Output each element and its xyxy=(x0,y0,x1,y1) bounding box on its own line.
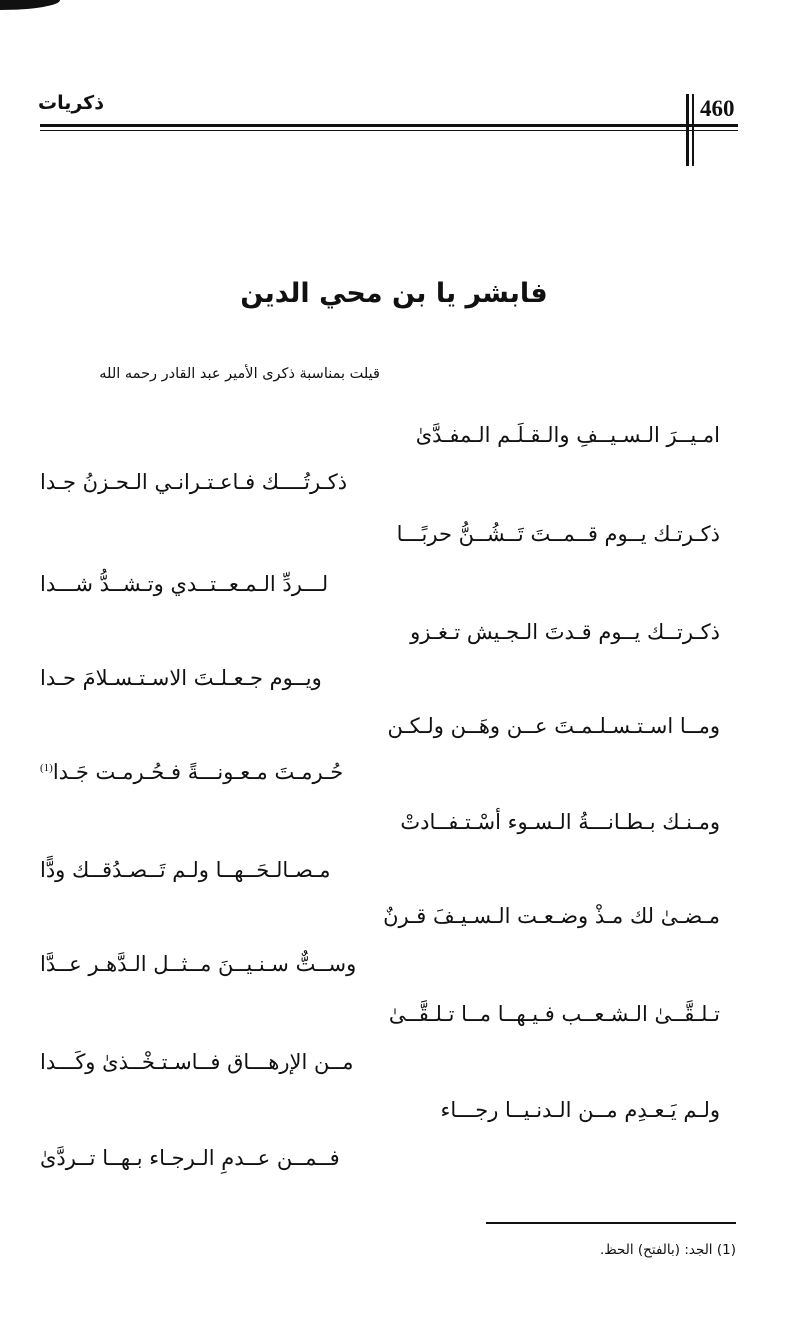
verse-line: مـصـالـحَــهــا ولـم تَــصـدُقــك ودًّا xyxy=(40,858,331,882)
header-vertical-bar-thin xyxy=(692,94,694,166)
verse-line: امـيــرَ الـسـيــفِ والـقـلَـم الـمفـدَّىٰ xyxy=(415,423,720,447)
verse-line: ذكـرتـك يــوم قــمــتَ تَــشُــنُّ حربًـــا xyxy=(396,522,720,546)
verse-line: حُـرمـتَ مـعـونـــةً فـحُـرمـت جَـدا$^{(1)}$ xyxy=(40,760,344,784)
header-rule-thin xyxy=(40,130,738,131)
footnote-rule xyxy=(486,1222,736,1224)
verse-line: لـــردِّ الـمـعــتــدي وتـشــدُّ شـــدا xyxy=(40,572,329,596)
verse-line: ومــا اسـتـسـلـمـتَ عــن وهَــن ولـكـن xyxy=(387,714,720,738)
verse-line: مـضـىٰ لك مـذْ وضـعـت الـسـيـفَ قـرنٌ xyxy=(383,904,720,928)
verse-line: مــن الإرهـــاق فــاسـتـخْــذىٰ وكَـــدا xyxy=(40,1050,354,1074)
footnote: (1) الجد: (بالفتح) الحظ. xyxy=(599,1242,736,1258)
page-corner-mark xyxy=(0,0,60,10)
verse-line: فــمــن عــدمِ الـرجـاء بـهــا تــردَّىٰ xyxy=(40,1146,340,1170)
verse-line: ولـم يَـعـدِم مــن الـدنـيــا رجـــاء xyxy=(440,1098,720,1122)
footnote-marker: (1) xyxy=(40,762,53,774)
header-rule xyxy=(40,124,738,127)
verse-line: ويــوم جـعـلـتَ الاسـتـسـلامَ حـدا xyxy=(40,666,322,690)
verse-line: ذكـرتُــــك فـاعـتـرانـي الـحـزنُ جـدا xyxy=(40,470,348,494)
verse-line: ومـنـك بـطـانـــةُ الـسـوء أسْـتـفــادتْ xyxy=(400,810,720,834)
verse-line: وســتٌّ سـنـيــنَ مــثــل الـدَّهـر عــدَّا xyxy=(40,952,357,976)
running-header-title: ذكريات xyxy=(38,92,104,114)
verse-line: ذكـرتــك يــوم قـدتَ الـجـيش تـغـزو xyxy=(410,620,720,644)
header-vertical-bar xyxy=(686,94,689,166)
poem-subtitle: قيلت بمناسبة ذكرى الأمير عبد القادر رحمه الله xyxy=(99,366,380,382)
verse-line: تـلـقَّــىٰ الـشـعــب فـيـهــا مــا تـلـقَّــىٰ xyxy=(388,1002,720,1026)
page-number: 460 xyxy=(700,96,735,121)
poem-title: فابشر يا بن محي الدين xyxy=(240,278,548,309)
